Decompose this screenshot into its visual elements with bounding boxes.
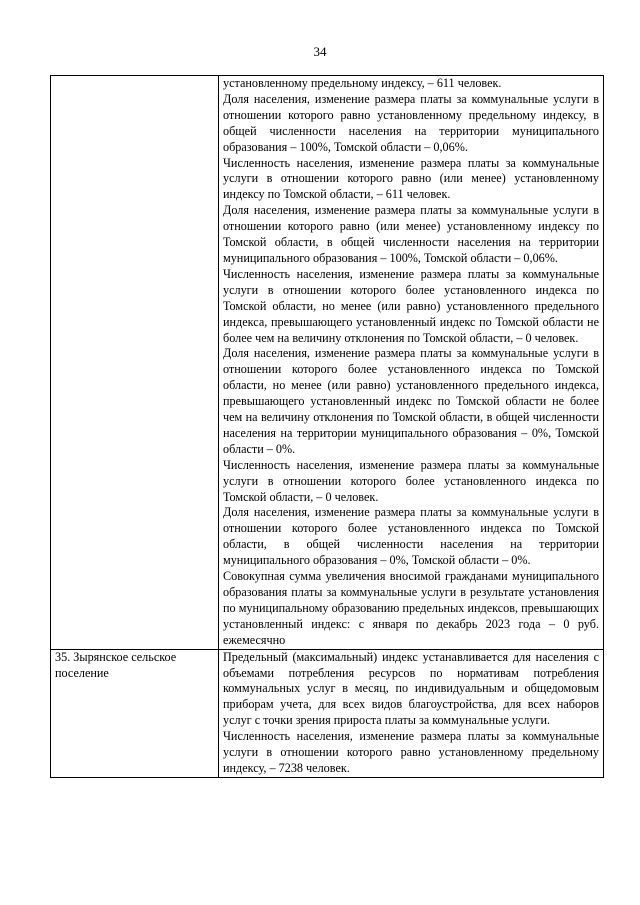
paragraph: Доля населения, изменение размера платы за коммунальные услуги в отношении которого более установленного индекса по Томской области, но менее (или равно) установленного предельного индекса, превышающего установленный индекс по Томской области не более чем на величину отклонения по Томской области, в общей численности населения на территории муниципального образования – 0%, Томской области – 0%. bbox=[223, 346, 599, 456]
paragraph: Доля населения, изменение размера платы за коммунальные услуги в отношении которого более установленного индекса по Томской области, в общей численности населения на территории муниципального образования – 0%, Томской области – 0%. bbox=[223, 505, 599, 568]
paragraph: Доля населения, изменение размера платы за коммунальные услуги в отношении которого равно установленному предельному индексу, в общей численности населения на территории муниципального образования – 100%, Томской области – 0,06%. bbox=[223, 91, 599, 154]
document-table bbox=[50, 75, 604, 778]
paragraph: Доля населения, изменение размера платы за коммунальные услуги в отношении которого равно (или менее) установленному индексу по Томской области, в общей численности населения на территории муниципального образования – 100%, Томской области – 0,06%. bbox=[223, 203, 599, 265]
table-row bbox=[51, 649, 604, 777]
paragraph: Численность населения, изменение размера платы за коммунальные услуги в отношении которого более установленного индекса по Томской области, но менее (или равно) установленного предельного индекса, превышающего установленный индекс по Томской области не более чем на величину отклонения по Томской области, – 0 человек. bbox=[223, 266, 599, 345]
page-number: 34 bbox=[313, 44, 327, 59]
paragraph: Численность населения, изменение размера платы за коммунальные услуги в отношении которого более установленного индекса по Томской области, – 0 человек. bbox=[223, 457, 599, 504]
info-cell bbox=[219, 76, 604, 650]
paragraph: Численность населения, изменение размера платы за коммунальные услуги в отношении которого равно установленному предельному индексу, – 7238 человек. bbox=[223, 729, 599, 775]
paragraph: Предельный (максимальный) индекс устанавливается для населения с объемами потребления ресурсов по нормативам потребления коммунальных услуг в месяц, по индивидуальным и общедомовым приборам учета, для всех видов благоустройства, для всех наборов услуг с точки зрения прироста платы за коммунальные услуги. bbox=[223, 649, 599, 728]
municipality-cell: 35. Зырянское сельское поселение bbox=[51, 649, 219, 777]
paragraph: Совокупная сумма увеличения вносимой гражданами муниципального образования платы за коммунальные услуги в результате установления по муниципальному образованию предельных индексов, превышающих установленный индекс: с января по декабрь 2023 года – 0 руб. ежемесячно bbox=[223, 569, 599, 647]
municipality-cell bbox=[51, 76, 219, 650]
table-row bbox=[51, 76, 604, 650]
info-cell bbox=[219, 649, 604, 777]
paragraph: Численность населения, изменение размера платы за коммунальные услуги в отношении которого равно (или менее) установленному индексу по Томской области, – 611 человек. bbox=[223, 155, 599, 202]
paragraph: установленному предельному индексу, – 611 человек. bbox=[223, 76, 502, 90]
